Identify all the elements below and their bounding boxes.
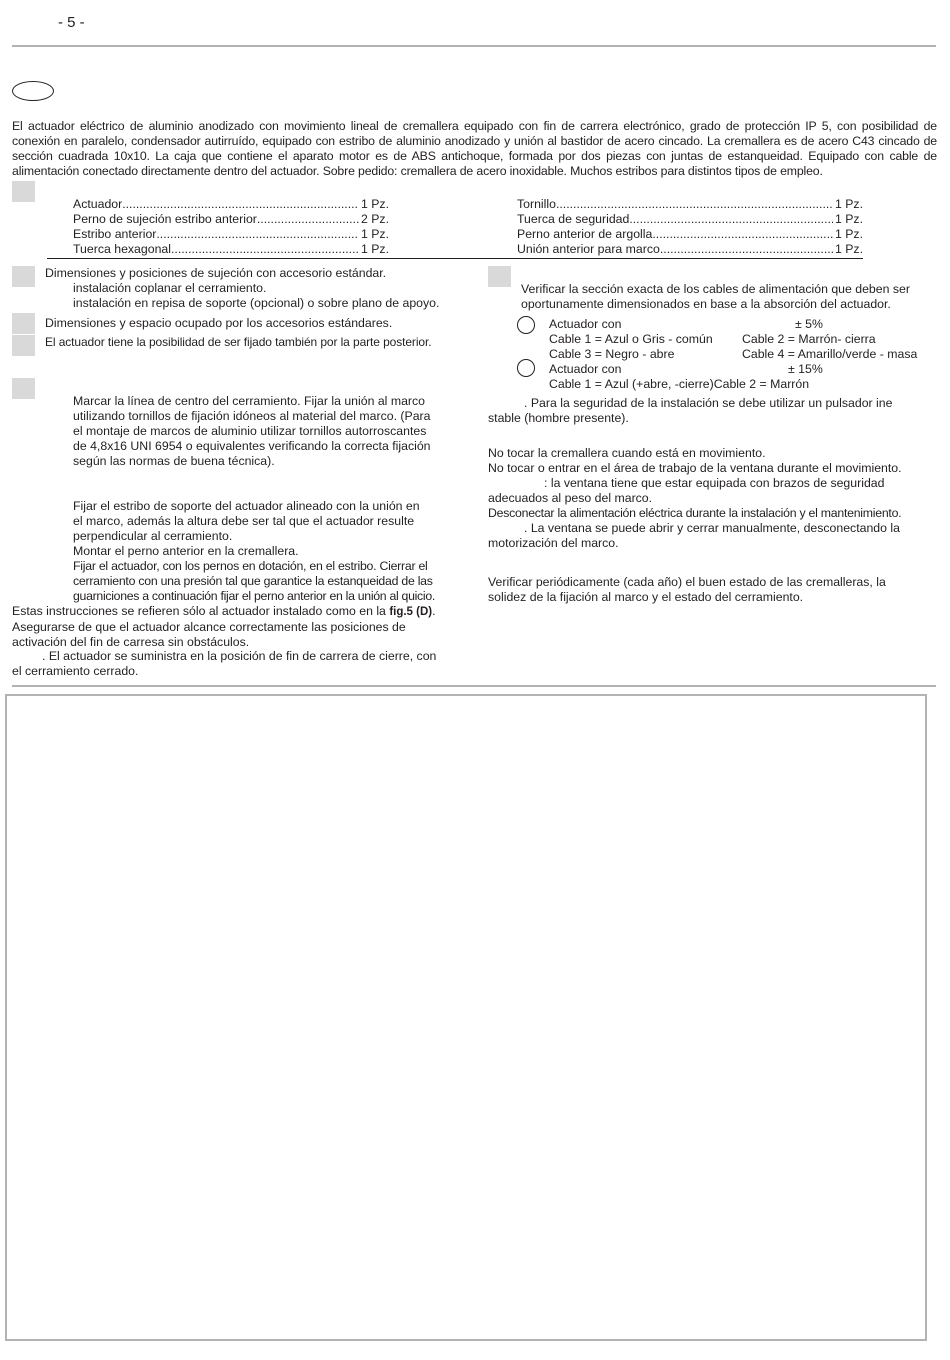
actuator-type-1: Actuador con ± 5% Cable 1 = Azul o Gris - común Cable 2 = Marrón- cierra Cable 3 = Negro - abre Cable 4 = Amarillo/verde - masa (549, 317, 918, 361)
part-item: Tuerca de seguridad ..... 1 Pz. (517, 212, 863, 227)
electrical-intro: Verificar la sección exacta de los cables de alimentación que deben ser oportunamente dimensionados en base a la absorción del actuador. (521, 282, 910, 311)
parts-rule (47, 258, 863, 259)
header-rule (12, 45, 936, 47)
parts-list-right (517, 197, 863, 257)
footer-rule (12, 685, 936, 687)
install-paragraph-3: Estas instrucciones se refieren sólo al actuador instalado como en la fig.5 (D). Asegurarse de que el actuador alcance correctamente las posiciones de activación del fin de carresa sin obstáculos. (12, 604, 436, 649)
part-item: Unión anterior para marco ..... 1 Pz. (517, 242, 863, 257)
page-number: - 5 - (58, 14, 85, 31)
maintenance-note: Verificar periódicamente (cada año) el buen estado de las cremalleras, la solidez de la fijación al marco y el estado del cerramiento. (488, 575, 886, 604)
part-item: Tuerca hexagonal ..... 1 Pz. (73, 242, 389, 257)
section-marker-parts (12, 181, 35, 202)
section-marker-accessories (12, 313, 35, 334)
dimensions-line: Dimensiones y espacio ocupado por los accesorios estándares. (45, 316, 393, 330)
section-marker-electrical (488, 266, 511, 287)
part-item: Actuador ..... 1 Pz. (73, 197, 389, 212)
section-marker-dimensions (12, 266, 35, 287)
dimensions-line: Dimensiones y posiciones de sujeción con accesorio estándar. (45, 266, 387, 280)
figure-reference: fig.5 (D) (389, 606, 433, 618)
dimensions-line: instalación en repisa de soporte (opcional) o sobre plano de apoyo. (73, 296, 440, 310)
warnings: No tocar la cremallera cuando está en movimiento. No tocar o entrar en el área de trabajo de la ventana durante el movimiento. : la ventana tiene que estar equipada con brazos de seguridad adecuados al peso del marco. Desconectar la alimentación eléctrica durante la instalación y el mantenimiento. . La ventana se puede abrir y cerrar manualmente, desconectando la motorización del marco. (488, 446, 902, 550)
part-item: Tornillo ..... 1 Pz. (517, 197, 863, 212)
install-paragraph-1: Marcar la línea de centro del cerramiento. Fijar la unión al marco utilizando tornillos de fijación idóneos al material del marco. (Para el montaje de marcos de aluminio utilizar tornillos autorroscantes de 4,8x16 UNI 6954 o equivalentes verificando la correcta fijación según las normas de buena técnica). (73, 394, 431, 468)
language-oval (12, 81, 54, 101)
actuator-type-2: Actuador con ± 15% Cable 1 = Azul (+abre, -cierre) Cable 2 = Marrón (549, 362, 823, 391)
install-paragraph-4: . El actuador se suministra en la posición de fin de carrera de cierre, con el cerramiento cerrado. (12, 649, 437, 678)
safety-note: . Para la seguridad de la instalación se debe utilizar un pulsador ine stable (hombre presente). (488, 396, 893, 425)
section-marker-rear-mount (12, 335, 35, 356)
part-item: Estribo anterior ..... 1 Pz. (73, 227, 389, 242)
actuator-type-2-symbol (517, 359, 535, 377)
part-item: Perno de sujeción estribo anterior ..... 2 Pz. (73, 212, 389, 227)
figure-frame (5, 694, 927, 1341)
actuator-type-1-symbol (517, 316, 535, 334)
dimensions-line: El actuador tiene la posibilidad de ser fijado también por la parte posterior. (45, 335, 432, 349)
part-item: Perno anterior de argolla ..... 1 Pz. (517, 227, 863, 242)
dimensions-line: instalación coplanar el cerramiento. (73, 281, 267, 295)
install-paragraph-2: Fijar el estribo de soporte del actuador alineado con la unión en el marco, además la altura debe ser tal que el actuador resulte perpendicular al cerramiento. Montar el perno anterior en la cremallera. Fijar el actuador, con los pernos en dotación, en el estribo. Cierrar el cerramiento con una presión tal que garantice la estanqueidad de las guarniciones a continuación fijar el perno anterior en la unión al quicio. (73, 499, 435, 603)
parts-list-left (73, 197, 389, 257)
section-marker-installation (12, 378, 35, 399)
intro-paragraph: El actuador eléctrico de aluminio anodizado con movimiento lineal de cremallera equipado con fin de carrera electrónico, grado de protección IP 5, con posibilidad de conexión en paralelo, condensador autirruído, equipado con estribo de aluminio anodizado y unión al bastidor de acero cincado. La cremallera es de acero C43 cincado de sección cuadrada 10x10. La caja que contiene el aparato motor es de ABS antichoque, formada por dos piezas con juntas de estanqueidad. Equipado con cable de alimentación conectado directamente dentro del actuador. Sobre pedido: cremallera de acero inoxidable. Muchos estribos para distintos tipos de empleo. (12, 119, 937, 178)
